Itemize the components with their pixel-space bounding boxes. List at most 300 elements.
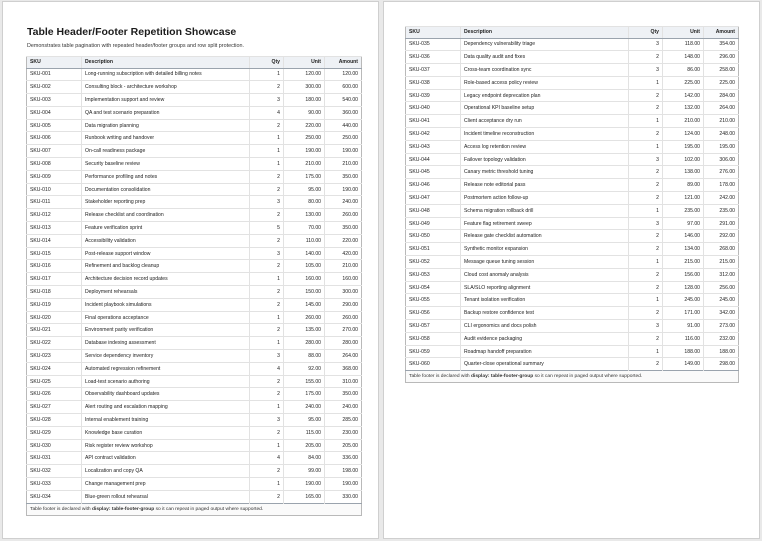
cell-amount: 336.00 (325, 452, 362, 465)
column-header-unit: Unit (663, 27, 704, 39)
cell-amount: 195.00 (704, 140, 739, 153)
cell-description: Data migration planning (82, 119, 250, 132)
cell-amount: 350.00 (325, 170, 362, 183)
cell-amount: 284.00 (704, 89, 739, 102)
cell-unit: 89.00 (663, 179, 704, 192)
cell-amount: 296.00 (704, 51, 739, 64)
cell-qty: 2 (629, 332, 663, 345)
table-row (406, 166, 739, 179)
cell-sku: SKU-030 (27, 439, 82, 452)
cell-qty: 2 (250, 388, 284, 401)
cell-sku: SKU-011 (27, 196, 82, 209)
cell-amount: 240.00 (325, 401, 362, 414)
cell-sku: SKU-034 (27, 490, 82, 503)
cell-description: Release checklist and coordination (82, 209, 250, 222)
cell-qty: 2 (250, 81, 284, 94)
table-row (406, 140, 739, 153)
table-row (27, 183, 362, 196)
cell-amount: 300.00 (325, 286, 362, 299)
table-row (406, 51, 739, 64)
cell-qty: 2 (250, 375, 284, 388)
cell-sku: SKU-042 (406, 128, 461, 141)
table-row (27, 350, 362, 363)
cell-sku: SKU-026 (27, 388, 82, 401)
cell-description: Release note editorial pass (461, 179, 629, 192)
page-title: Table Header/Footer Repetition Showcase (27, 26, 237, 38)
cell-sku: SKU-014 (27, 234, 82, 247)
cell-qty: 1 (250, 337, 284, 350)
cell-description: Legacy endpoint deprecation plan (461, 89, 629, 102)
cell-amount: 178.00 (704, 179, 739, 192)
table-body (27, 68, 362, 503)
cell-unit: 190.00 (284, 478, 325, 491)
cell-unit: 134.00 (663, 243, 704, 256)
cell-description: Canary metric threshold tuning (461, 166, 629, 179)
cell-unit: 130.00 (284, 209, 325, 222)
cell-description: Roadmap handoff preparation (461, 345, 629, 358)
table-row (406, 307, 739, 320)
cell-unit: 135.00 (284, 324, 325, 337)
cell-sku: SKU-002 (27, 81, 82, 94)
cell-sku: SKU-019 (27, 298, 82, 311)
cell-unit: 280.00 (284, 337, 325, 350)
cell-amount: 306.00 (704, 153, 739, 166)
table-row (27, 260, 362, 273)
table-row (406, 153, 739, 166)
table-row (406, 217, 739, 230)
table-row (27, 68, 362, 81)
cell-sku: SKU-007 (27, 145, 82, 158)
cell-description: Audit evidence packaging (461, 332, 629, 345)
table-row (406, 358, 739, 371)
cell-amount: 210.00 (325, 158, 362, 171)
cell-description: Final operations acceptance (82, 311, 250, 324)
cell-qty: 2 (250, 490, 284, 503)
cell-description: Client acceptance dry run (461, 115, 629, 128)
cell-amount: 420.00 (325, 247, 362, 260)
cell-unit: 121.00 (663, 192, 704, 205)
cell-amount: 264.00 (325, 350, 362, 363)
cell-description: Cross-team coordination sync (461, 64, 629, 77)
cell-description: API contract validation (82, 452, 250, 465)
cell-qty: 1 (629, 76, 663, 89)
cell-description: Automated regression refinement (82, 362, 250, 375)
cell-qty: 2 (629, 307, 663, 320)
page-2 (383, 1, 760, 539)
cell-amount: 198.00 (325, 465, 362, 478)
footer-suffix: so it can repeat in paged output where supported. (154, 506, 264, 512)
cell-description: Knowledge base curation (82, 426, 250, 439)
cell-description: Observability dashboard updates (82, 388, 250, 401)
cell-unit: 240.00 (284, 401, 325, 414)
cell-unit: 99.00 (284, 465, 325, 478)
cell-amount: 354.00 (704, 38, 739, 51)
cell-unit: 155.00 (284, 375, 325, 388)
cell-description: Service dependency inventory (82, 350, 250, 363)
cell-unit: 132.00 (663, 102, 704, 115)
cell-unit: 150.00 (284, 286, 325, 299)
cell-qty: 1 (250, 145, 284, 158)
cell-description: Localization and copy QA (82, 465, 250, 478)
cell-description: Architecture decision record updates (82, 273, 250, 286)
cell-sku: SKU-053 (406, 268, 461, 281)
table-row (406, 38, 739, 51)
cell-sku: SKU-049 (406, 217, 461, 230)
cell-qty: 1 (250, 439, 284, 452)
table-row (27, 298, 362, 311)
cell-sku: SKU-037 (406, 64, 461, 77)
cell-unit: 91.00 (663, 320, 704, 333)
cell-description: Performance profiling and notes (82, 170, 250, 183)
cell-amount: 245.00 (704, 294, 739, 307)
footer-prefix: Table footer is declared with (409, 374, 471, 380)
cell-sku: SKU-012 (27, 209, 82, 222)
cell-qty: 2 (250, 119, 284, 132)
cell-sku: SKU-032 (27, 465, 82, 478)
cell-amount: 368.00 (325, 362, 362, 375)
cell-unit: 190.00 (284, 145, 325, 158)
cell-amount: 292.00 (704, 230, 739, 243)
table-row (27, 196, 362, 209)
cell-qty: 2 (250, 234, 284, 247)
footer-suffix: so it can repeat in paged output where supported. (533, 374, 643, 380)
cell-description: Incident timeline reconstruction (461, 128, 629, 141)
cell-unit: 148.00 (663, 51, 704, 64)
cell-amount: 188.00 (704, 345, 739, 358)
cell-unit: 115.00 (284, 426, 325, 439)
cell-sku: SKU-015 (27, 247, 82, 260)
table-row (27, 311, 362, 324)
cell-sku: SKU-047 (406, 192, 461, 205)
cell-qty: 4 (250, 106, 284, 119)
cell-sku: SKU-022 (27, 337, 82, 350)
table-row (406, 320, 739, 333)
cell-sku: SKU-039 (406, 89, 461, 102)
page-subtitle: Demonstrates table pagination with repeated header/footer groups and row split protection. (27, 43, 244, 49)
cell-amount: 440.00 (325, 119, 362, 132)
cell-qty: 3 (629, 153, 663, 166)
cell-amount: 360.00 (325, 106, 362, 119)
cell-sku: SKU-005 (27, 119, 82, 132)
cell-unit: 90.00 (284, 106, 325, 119)
cell-amount: 256.00 (704, 281, 739, 294)
cell-sku: SKU-024 (27, 362, 82, 375)
cell-unit: 210.00 (663, 115, 704, 128)
cell-amount: 268.00 (704, 243, 739, 256)
cell-unit: 138.00 (663, 166, 704, 179)
table-row (406, 345, 739, 358)
cell-amount: 270.00 (325, 324, 362, 337)
table-row (27, 375, 362, 388)
cell-qty: 3 (629, 217, 663, 230)
table-row (27, 426, 362, 439)
cell-unit: 149.00 (663, 358, 704, 371)
table-body (406, 38, 739, 371)
cell-sku: SKU-038 (406, 76, 461, 89)
cell-sku: SKU-033 (27, 478, 82, 491)
cell-amount: 285.00 (325, 414, 362, 427)
cell-qty: 2 (250, 465, 284, 478)
table-row (27, 401, 362, 414)
cell-unit: 205.00 (284, 439, 325, 452)
cell-description: Refinement and backlog cleanup (82, 260, 250, 273)
cell-qty: 2 (629, 102, 663, 115)
cell-description: Change management prep (82, 478, 250, 491)
cell-amount: 230.00 (325, 426, 362, 439)
cell-amount: 280.00 (325, 337, 362, 350)
cell-qty: 1 (250, 158, 284, 171)
table-row (27, 337, 362, 350)
cell-description: Quarter-close operational summary (461, 358, 629, 371)
cell-unit: 110.00 (284, 234, 325, 247)
table-row (27, 478, 362, 491)
cell-sku: SKU-006 (27, 132, 82, 145)
column-header-amount: Amount (704, 27, 739, 39)
cell-description: Implementation support and review (82, 94, 250, 107)
column-header-description: Description (82, 57, 250, 69)
cell-qty: 3 (250, 414, 284, 427)
cell-qty: 1 (250, 478, 284, 491)
cell-description: Access log retention review (461, 140, 629, 153)
cell-sku: SKU-029 (27, 426, 82, 439)
cell-sku: SKU-021 (27, 324, 82, 337)
cell-description: Release gate checklist automation (461, 230, 629, 243)
cell-sku: SKU-017 (27, 273, 82, 286)
cell-unit: 84.00 (284, 452, 325, 465)
cell-unit: 260.00 (284, 311, 325, 324)
cell-sku: SKU-046 (406, 179, 461, 192)
cell-unit: 145.00 (284, 298, 325, 311)
cell-description: Incident playbook simulations (82, 298, 250, 311)
cell-unit: 175.00 (284, 388, 325, 401)
cell-sku: SKU-052 (406, 256, 461, 269)
cell-sku: SKU-004 (27, 106, 82, 119)
cell-description: Long-running subscription with detailed billing notes (82, 68, 250, 81)
table-row (27, 439, 362, 452)
table-row (27, 119, 362, 132)
cell-amount: 310.00 (325, 375, 362, 388)
cell-qty: 1 (250, 68, 284, 81)
cell-description: Synthetic monitor expansion (461, 243, 629, 256)
cell-amount: 248.00 (704, 128, 739, 141)
cell-amount: 290.00 (325, 298, 362, 311)
cell-description: QA and test scenario preparation (82, 106, 250, 119)
cell-amount: 210.00 (704, 115, 739, 128)
cell-sku: SKU-035 (406, 38, 461, 51)
cell-description: Feature verification sprint (82, 222, 250, 235)
cell-qty: 2 (250, 426, 284, 439)
page-1 (2, 1, 379, 539)
cell-description: Failover topology validation (461, 153, 629, 166)
cell-unit: 128.00 (663, 281, 704, 294)
cell-qty: 2 (250, 298, 284, 311)
cell-unit: 88.00 (284, 350, 325, 363)
cell-amount: 276.00 (704, 166, 739, 179)
cell-qty: 3 (250, 247, 284, 260)
cell-qty: 1 (250, 401, 284, 414)
cell-description: CLI ergonomics and docs polish (461, 320, 629, 333)
table-row (27, 158, 362, 171)
cell-amount: 215.00 (704, 256, 739, 269)
table-row (27, 362, 362, 375)
table-row (406, 192, 739, 205)
table-row (27, 286, 362, 299)
table-row (406, 332, 739, 345)
cell-description: Dependency vulnerability triage (461, 38, 629, 51)
cell-description: Consulting block - architecture workshop (82, 81, 250, 94)
table-footer-row (27, 503, 362, 515)
table-row (27, 81, 362, 94)
cell-description: Environment parity verification (82, 324, 250, 337)
cell-amount: 600.00 (325, 81, 362, 94)
cell-amount: 235.00 (704, 204, 739, 217)
cell-sku: SKU-023 (27, 350, 82, 363)
cell-unit: 105.00 (284, 260, 325, 273)
column-header-qty: Qty (629, 27, 663, 39)
cell-amount: 120.00 (325, 68, 362, 81)
cell-unit: 70.00 (284, 222, 325, 235)
cell-amount: 225.00 (704, 76, 739, 89)
cell-unit: 124.00 (663, 128, 704, 141)
table-row (406, 268, 739, 281)
cell-amount: 330.00 (325, 490, 362, 503)
cell-qty: 3 (629, 64, 663, 77)
table-row (406, 230, 739, 243)
cell-unit: 195.00 (663, 140, 704, 153)
cell-sku: SKU-050 (406, 230, 461, 243)
cell-amount: 260.00 (325, 209, 362, 222)
table-row (27, 465, 362, 478)
cell-qty: 3 (629, 320, 663, 333)
cell-sku: SKU-044 (406, 153, 461, 166)
cell-description: On-call readiness package (82, 145, 250, 158)
cell-amount: 350.00 (325, 388, 362, 401)
table-footer-row (406, 371, 739, 383)
table-row (27, 273, 362, 286)
cell-qty: 2 (250, 324, 284, 337)
cell-amount: 190.00 (325, 183, 362, 196)
cell-qty: 3 (629, 38, 663, 51)
table-row (27, 414, 362, 427)
cell-unit: 215.00 (663, 256, 704, 269)
cell-description: Operational KPI baseline setup (461, 102, 629, 115)
table-row (27, 145, 362, 158)
cell-qty: 2 (629, 166, 663, 179)
cell-unit: 300.00 (284, 81, 325, 94)
cell-amount: 232.00 (704, 332, 739, 345)
table-row (406, 281, 739, 294)
cell-qty: 2 (250, 209, 284, 222)
cell-unit: 116.00 (663, 332, 704, 345)
cell-sku: SKU-008 (27, 158, 82, 171)
table-header-row (27, 57, 362, 69)
cell-description: Role-based access policy review (461, 76, 629, 89)
table-row (406, 128, 739, 141)
cell-unit: 120.00 (284, 68, 325, 81)
cell-amount: 220.00 (325, 234, 362, 247)
cell-description: Backup restore confidence test (461, 307, 629, 320)
cell-unit: 102.00 (663, 153, 704, 166)
cell-unit: 225.00 (663, 76, 704, 89)
cell-sku: SKU-028 (27, 414, 82, 427)
cell-description: Post-release support window (82, 247, 250, 260)
cell-qty: 2 (629, 192, 663, 205)
table-row (27, 452, 362, 465)
table-row (406, 115, 739, 128)
table-row (27, 170, 362, 183)
table-row (406, 243, 739, 256)
cell-qty: 2 (250, 183, 284, 196)
cell-amount: 190.00 (325, 478, 362, 491)
cell-unit: 95.00 (284, 414, 325, 427)
table-row (406, 102, 739, 115)
cell-qty: 1 (250, 132, 284, 145)
cell-sku: SKU-018 (27, 286, 82, 299)
cell-amount: 190.00 (325, 145, 362, 158)
cell-sku: SKU-060 (406, 358, 461, 371)
column-header-amount: Amount (325, 57, 362, 69)
cell-description: Schema migration rollback drill (461, 204, 629, 217)
footer-code: display: table-footer-group (470, 374, 534, 380)
cell-description: Load-test scenario authoring (82, 375, 250, 388)
cell-description: Postmortem action follow-up (461, 192, 629, 205)
table-row (406, 89, 739, 102)
cell-unit: 180.00 (284, 94, 325, 107)
cell-description: Runbook writing and handover (82, 132, 250, 145)
cell-unit: 140.00 (284, 247, 325, 260)
cell-qty: 1 (629, 294, 663, 307)
cell-qty: 2 (629, 230, 663, 243)
table-row (27, 388, 362, 401)
cell-qty: 2 (629, 243, 663, 256)
cell-description: Blue-green rollout rehearsal (82, 490, 250, 503)
table-row (27, 247, 362, 260)
cell-unit: 171.00 (663, 307, 704, 320)
cell-unit: 245.00 (663, 294, 704, 307)
cell-unit: 220.00 (284, 119, 325, 132)
cell-sku: SKU-036 (406, 51, 461, 64)
cell-sku: SKU-051 (406, 243, 461, 256)
cell-amount: 258.00 (704, 64, 739, 77)
cell-sku: SKU-001 (27, 68, 82, 81)
column-header-qty: Qty (250, 57, 284, 69)
cell-sku: SKU-059 (406, 345, 461, 358)
cell-unit: 118.00 (663, 38, 704, 51)
cell-description: Feature flag retirement sweep (461, 217, 629, 230)
cell-amount: 205.00 (325, 439, 362, 452)
cell-sku: SKU-056 (406, 307, 461, 320)
table-row (27, 324, 362, 337)
cell-sku: SKU-010 (27, 183, 82, 196)
cell-sku: SKU-031 (27, 452, 82, 465)
cell-unit: 142.00 (663, 89, 704, 102)
cell-amount: 291.00 (704, 217, 739, 230)
table-row (27, 132, 362, 145)
cell-sku: SKU-043 (406, 140, 461, 153)
footer-prefix: Table footer is declared with (30, 506, 92, 512)
cell-qty: 1 (629, 115, 663, 128)
cell-amount: 210.00 (325, 260, 362, 273)
cell-description: Tenant isolation verification (461, 294, 629, 307)
cell-amount: 260.00 (325, 311, 362, 324)
cell-amount: 240.00 (325, 196, 362, 209)
table-row (27, 222, 362, 235)
cell-qty: 2 (629, 281, 663, 294)
cell-amount: 242.00 (704, 192, 739, 205)
cell-amount: 160.00 (325, 273, 362, 286)
cell-qty: 2 (629, 89, 663, 102)
cell-sku: SKU-040 (406, 102, 461, 115)
